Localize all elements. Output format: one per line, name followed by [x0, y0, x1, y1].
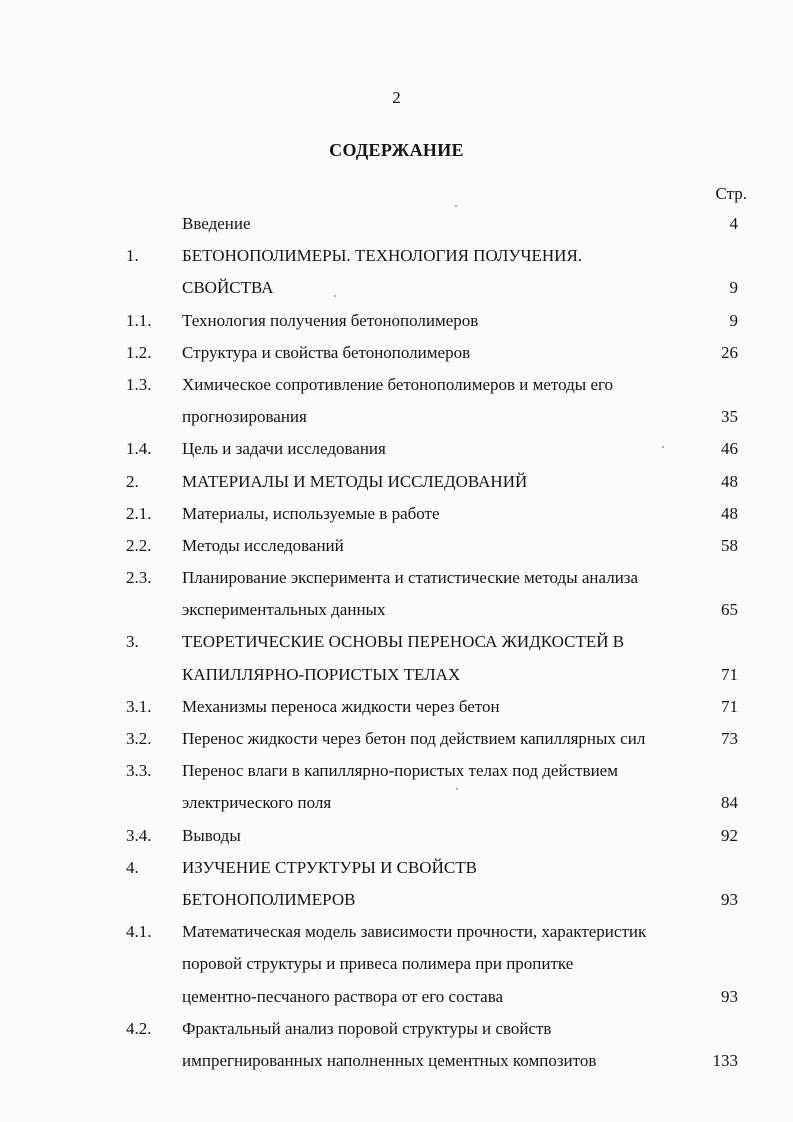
toc-line [0, 1013, 793, 1045]
toc-section-title: электрического поля [182, 793, 332, 813]
toc-section-number: 4. [126, 857, 139, 877]
toc-line [0, 401, 793, 433]
toc-page-number: 71 [721, 696, 738, 716]
toc-page-number: 84 [721, 793, 738, 813]
toc-entry [0, 755, 793, 819]
toc-entry [0, 530, 793, 562]
toc-entry [0, 562, 793, 626]
toc-section-number: 3.2. [126, 729, 152, 748]
toc-line [0, 755, 793, 787]
toc-entry [0, 208, 793, 240]
toc-page-number: 73 [721, 729, 738, 748]
toc-page-number: 58 [721, 535, 738, 555]
toc-page-number: 9 [729, 310, 738, 330]
toc-entry [0, 466, 793, 498]
toc-line [0, 659, 793, 691]
toc-section-title: Методы исследований [182, 535, 344, 555]
toc-line [0, 820, 793, 852]
toc-section-title: Перенос жидкости через бетон под действием капиллярных сил [182, 729, 646, 748]
toc-section-title: Структура и свойства бетонополимеров [182, 342, 471, 362]
toc-line [0, 626, 793, 658]
toc-line [0, 948, 793, 980]
toc-page-number: 48 [721, 471, 738, 491]
toc-line [0, 240, 793, 272]
toc-section-number: 1.3. [126, 374, 152, 394]
toc-line [0, 272, 793, 304]
scan-speck [455, 205, 457, 207]
toc-line [0, 530, 793, 562]
toc-page-number: 35 [721, 407, 738, 427]
toc-entry [0, 369, 793, 433]
toc-section-title: МАТЕРИАЛЫ И МЕТОДЫ ИССЛЕДОВАНИЙ [182, 471, 528, 491]
toc-line [0, 337, 793, 369]
toc-line [0, 981, 793, 1013]
toc-section-title: Цель и задачи исследования [182, 439, 386, 459]
toc-section-number: 2.1. [126, 503, 152, 523]
toc-section-number: 2.3. [126, 568, 152, 588]
toc-section-number: 4.1. [126, 922, 152, 942]
toc-section-title: Материалы, используемые в работе [182, 503, 440, 523]
toc-entry [0, 240, 793, 304]
toc-section-title: Выводы [182, 825, 241, 845]
toc-entry [0, 723, 793, 755]
toc-section-title: Химическое сопротивление бетонополимеров и методы его [182, 374, 614, 394]
toc-entry [0, 852, 793, 916]
toc-section-number: 1.2. [126, 342, 152, 362]
toc-section-title: ТЕОРЕТИЧЕСКИЕ ОСНОВЫ ПЕРЕНОСА ЖИДКОСТЕЙ В [182, 632, 625, 652]
toc-section-title: прогнозирования [182, 407, 307, 427]
toc-line [0, 305, 793, 337]
toc-page-number: 92 [721, 825, 738, 845]
page-column-header: Стр. [715, 184, 747, 203]
toc-page-number: 4 [729, 214, 738, 233]
scan-speck [662, 446, 664, 448]
toc-section-number: 3. [126, 632, 139, 652]
toc-line [0, 916, 793, 948]
page-number: 2 [392, 88, 401, 107]
toc-section-title: Введение [182, 214, 251, 233]
toc-line [0, 208, 793, 240]
toc-section-title: экспериментальных данных [182, 600, 386, 620]
toc-page-number: 93 [721, 889, 738, 909]
toc-section-title: БЕТОНОПОЛИМЕРЫ. ТЕХНОЛОГИЯ ПОЛУЧЕНИЯ. [182, 246, 583, 266]
toc-entry [0, 305, 793, 337]
toc-line [0, 562, 793, 594]
toc-line [0, 723, 793, 755]
toc-line [0, 498, 793, 530]
toc-section-title: ИЗУЧЕНИЕ СТРУКТУРЫ И СВОЙСТВ [182, 857, 477, 877]
page-title: СОДЕРЖАНИЕ [329, 140, 464, 160]
scan-speck [456, 788, 458, 790]
toc-page-number: 71 [721, 664, 738, 684]
scan-speck [334, 295, 336, 297]
toc-entry [0, 916, 793, 1013]
toc-entry [0, 498, 793, 530]
toc-page-number: 48 [721, 503, 738, 523]
toc-section-number: 3.4. [126, 825, 152, 845]
toc-line [0, 594, 793, 626]
toc-section-number: 2.2. [126, 535, 152, 555]
toc-page-number: 133 [712, 1050, 738, 1070]
toc-entry [0, 337, 793, 369]
toc-page-number: 65 [721, 600, 738, 620]
toc-section-title: Планирование эксперимента и статистические методы анализа [182, 568, 639, 588]
toc-line [0, 852, 793, 884]
toc-line [0, 787, 793, 819]
toc-line [0, 433, 793, 465]
toc-section-title: импрегнированных наполненных цементных композитов [182, 1050, 597, 1070]
toc-section-number: 3.1. [126, 696, 152, 716]
toc-page-number: 26 [721, 342, 738, 362]
toc-section-title: Механизмы переноса жидкости через бетон [182, 696, 500, 716]
toc-section-title: БЕТОНОПОЛИМЕРОВ [182, 889, 356, 909]
toc-entry [0, 433, 793, 465]
toc-line [0, 691, 793, 723]
toc-page-number: 46 [721, 439, 738, 459]
table-of-contents [0, 208, 793, 1077]
toc-section-number: 1. [126, 246, 139, 266]
toc-section-title: СВОЙСТВА [182, 278, 274, 298]
toc-entry [0, 820, 793, 852]
toc-line [0, 1045, 793, 1077]
toc-entry [0, 626, 793, 690]
toc-page-number: 93 [721, 986, 738, 1006]
toc-section-title: КАПИЛЛЯРНО-ПОРИСТЫХ ТЕЛАХ [182, 664, 461, 684]
toc-line [0, 466, 793, 498]
toc-section-number: 4.2. [126, 1018, 152, 1038]
toc-line [0, 884, 793, 916]
toc-section-number: 3.3. [126, 761, 152, 781]
toc-section-title: цементно-песчаного раствора от его состава [182, 986, 504, 1006]
toc-entry [0, 1013, 793, 1077]
toc-section-number: 1.4. [126, 439, 152, 459]
toc-page-number: 9 [729, 278, 738, 298]
toc-section-title: поровой структуры и привеса полимера при пропитке [182, 954, 574, 974]
toc-line [0, 369, 793, 401]
toc-section-title: Фрактальный анализ поровой структуры и свойств [182, 1018, 552, 1038]
toc-section-title: Технология получения бетонополимеров [182, 310, 479, 330]
toc-section-number: 2. [126, 471, 139, 491]
toc-section-title: Перенос влаги в капиллярно-пористых телах под действием [182, 761, 618, 781]
toc-entry [0, 691, 793, 723]
toc-section-title: Математическая модель зависимости прочности, характеристик [182, 922, 647, 942]
toc-section-number: 1.1. [126, 310, 152, 330]
